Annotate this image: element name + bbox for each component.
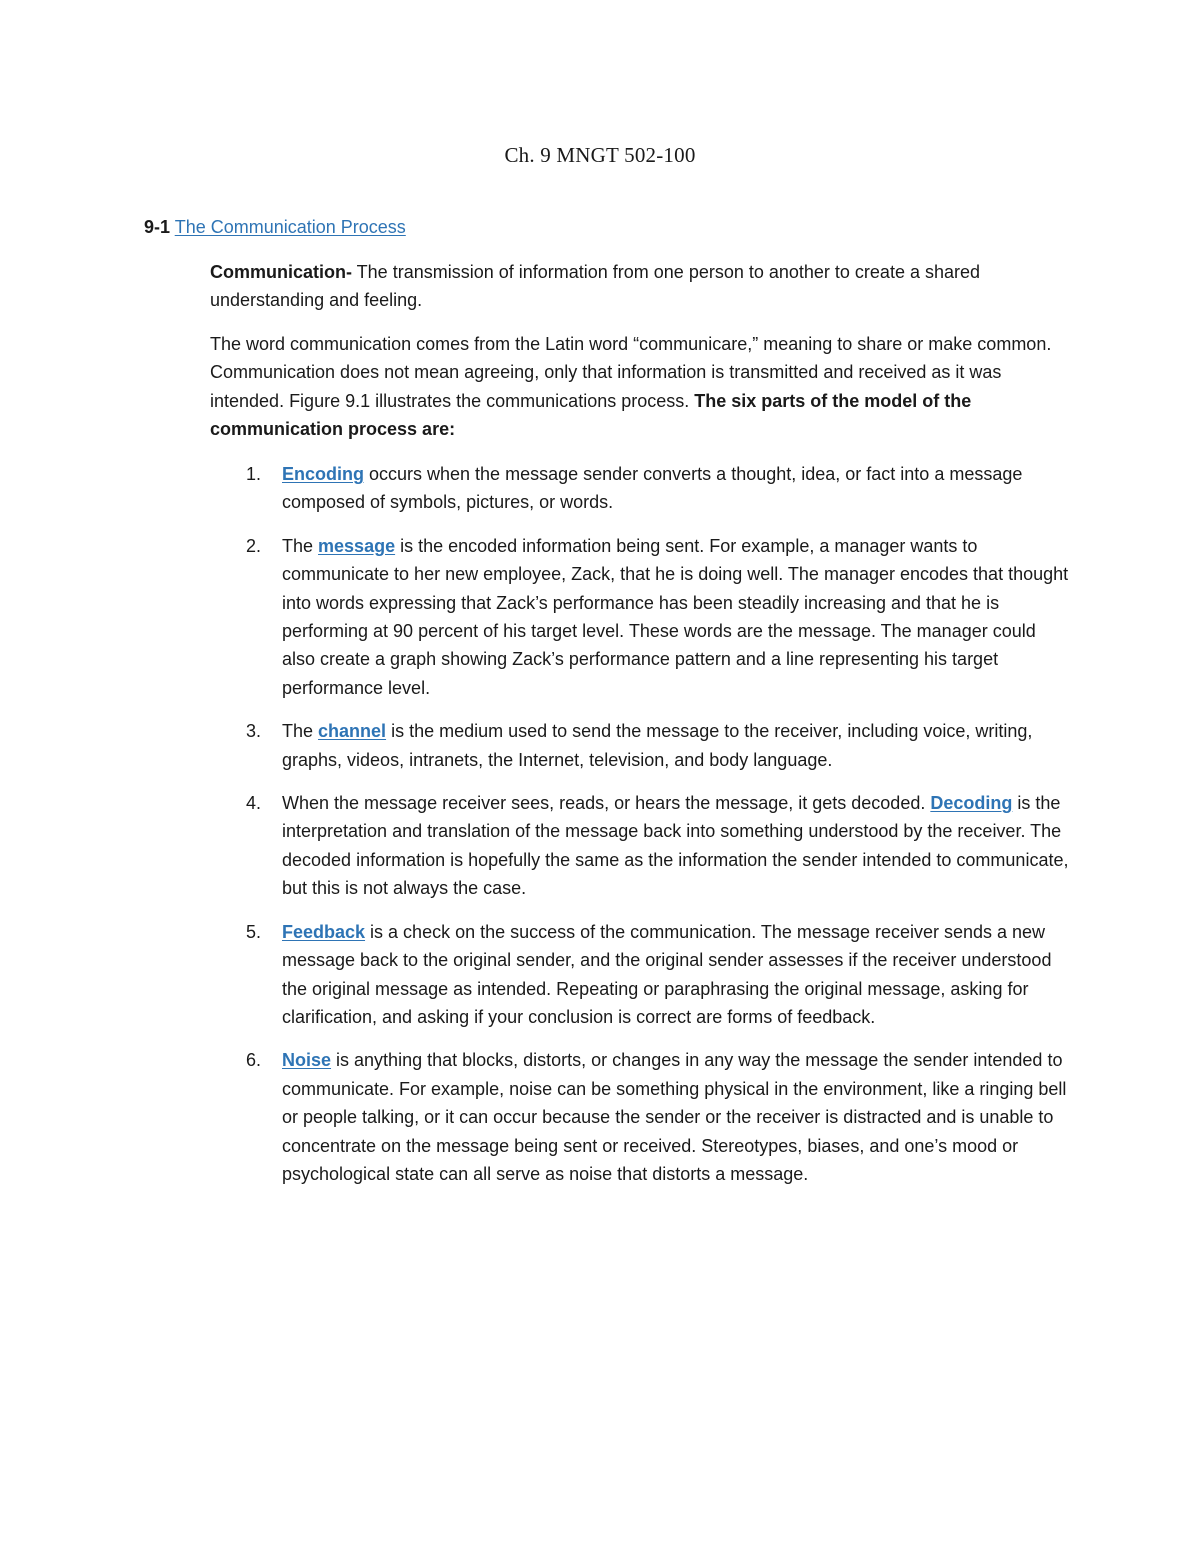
list-item-after: occurs when the message sender converts a thought, idea, or fact into a message composed of symbols, pictures, or words. xyxy=(282,464,1023,513)
keyword-link-encoding[interactable]: Encoding xyxy=(282,464,364,484)
list-marker: 5. xyxy=(246,921,262,942)
list-marker: 6. xyxy=(246,1050,262,1071)
keyword-link-message[interactable]: message xyxy=(318,535,396,556)
intro-text: The word communication comes from the Latin word “communicare,” meaning to share or make common. Communication does not mean agreeing, only that information is transmitted and received as it was intended. Figure 9.1 illustrates the communications process. xyxy=(210,334,1052,411)
keyword-link-feedback[interactable]: Feedback xyxy=(282,921,366,942)
keyword-link-channel[interactable]: channel xyxy=(318,721,387,742)
document-title: Ch. 9 MNGT 502-100 xyxy=(504,143,696,167)
list-item xyxy=(210,460,1070,517)
list-item xyxy=(210,532,1070,702)
list-item-before: When the message receiver sees, reads, or hears the message, it gets decoded. xyxy=(282,793,931,814)
list-marker: 2. xyxy=(246,535,262,556)
process-parts-list xyxy=(210,460,1070,1203)
list-item xyxy=(210,918,1070,1032)
list-item-after: is the encoded information being sent. For example, a manager wants to communicate to her new employee, Zack, that he is doing well. The manager encodes that thought into words expressing that Zack’s performance has been steadily increasing and that he is performing at 90 percent of his target level. These words are the message. The manager could also create a graph showing Zack’s performance pattern and a line representing his target performance level. xyxy=(282,535,1069,698)
list-marker: 1. xyxy=(246,464,262,484)
list-item-before: The xyxy=(282,535,319,556)
definition-text: The transmission of information from one person to another to create a shared understanding and feeling. xyxy=(210,262,981,311)
section-number: 9-1 xyxy=(144,217,171,237)
section-link[interactable]: The Communication Process xyxy=(174,217,406,237)
keyword-link-noise[interactable]: Noise xyxy=(282,1050,332,1071)
intro-paragraph xyxy=(210,330,1070,444)
list-item xyxy=(210,717,1070,774)
list-item-after: is a check on the success of the communication. The message receiver sends a new message back to the original sender, and the original sender assesses if the receiver understood the original message as intended. Repeating or paraphrasing the original message, asking for clarification, and asking if your conclusion is correct are forms of feedback. xyxy=(282,921,1052,1027)
definition-term: Communication- xyxy=(210,262,352,282)
list-item xyxy=(210,789,1070,903)
definition-paragraph xyxy=(210,258,1070,315)
intro-emphasis: The six parts of the model of the communication process are: xyxy=(210,390,972,440)
list-item-before: The xyxy=(282,721,319,742)
list-item-after: is the medium used to send the message to the receiver, including voice, writing, graphs, videos, intranets, the Internet, television, and body language. xyxy=(282,721,1033,770)
list-marker: 4. xyxy=(246,793,262,814)
list-item-after: is anything that blocks, distorts, or changes in any way the message the sender intended to communicate. For example, noise can be something physical in the environment, like a ringing bell or people talking, or it can occur because the sender or the receiver is distracted and is unable to concentrate on the message being sent or received. Stereotypes, biases, and one’s mood or psychological state can all serve as noise that distorts a message. xyxy=(282,1050,1067,1184)
list-item-after: is the interpretation and translation of the message back into something understood by the receiver. The decoded information is hopefully the same as the information the sender intended to communicate, but this is not always the case. xyxy=(282,793,1069,899)
list-marker: 3. xyxy=(246,721,262,742)
keyword-link-decoding[interactable]: Decoding xyxy=(930,793,1013,814)
list-item xyxy=(210,1046,1070,1188)
section-heading xyxy=(144,214,406,240)
